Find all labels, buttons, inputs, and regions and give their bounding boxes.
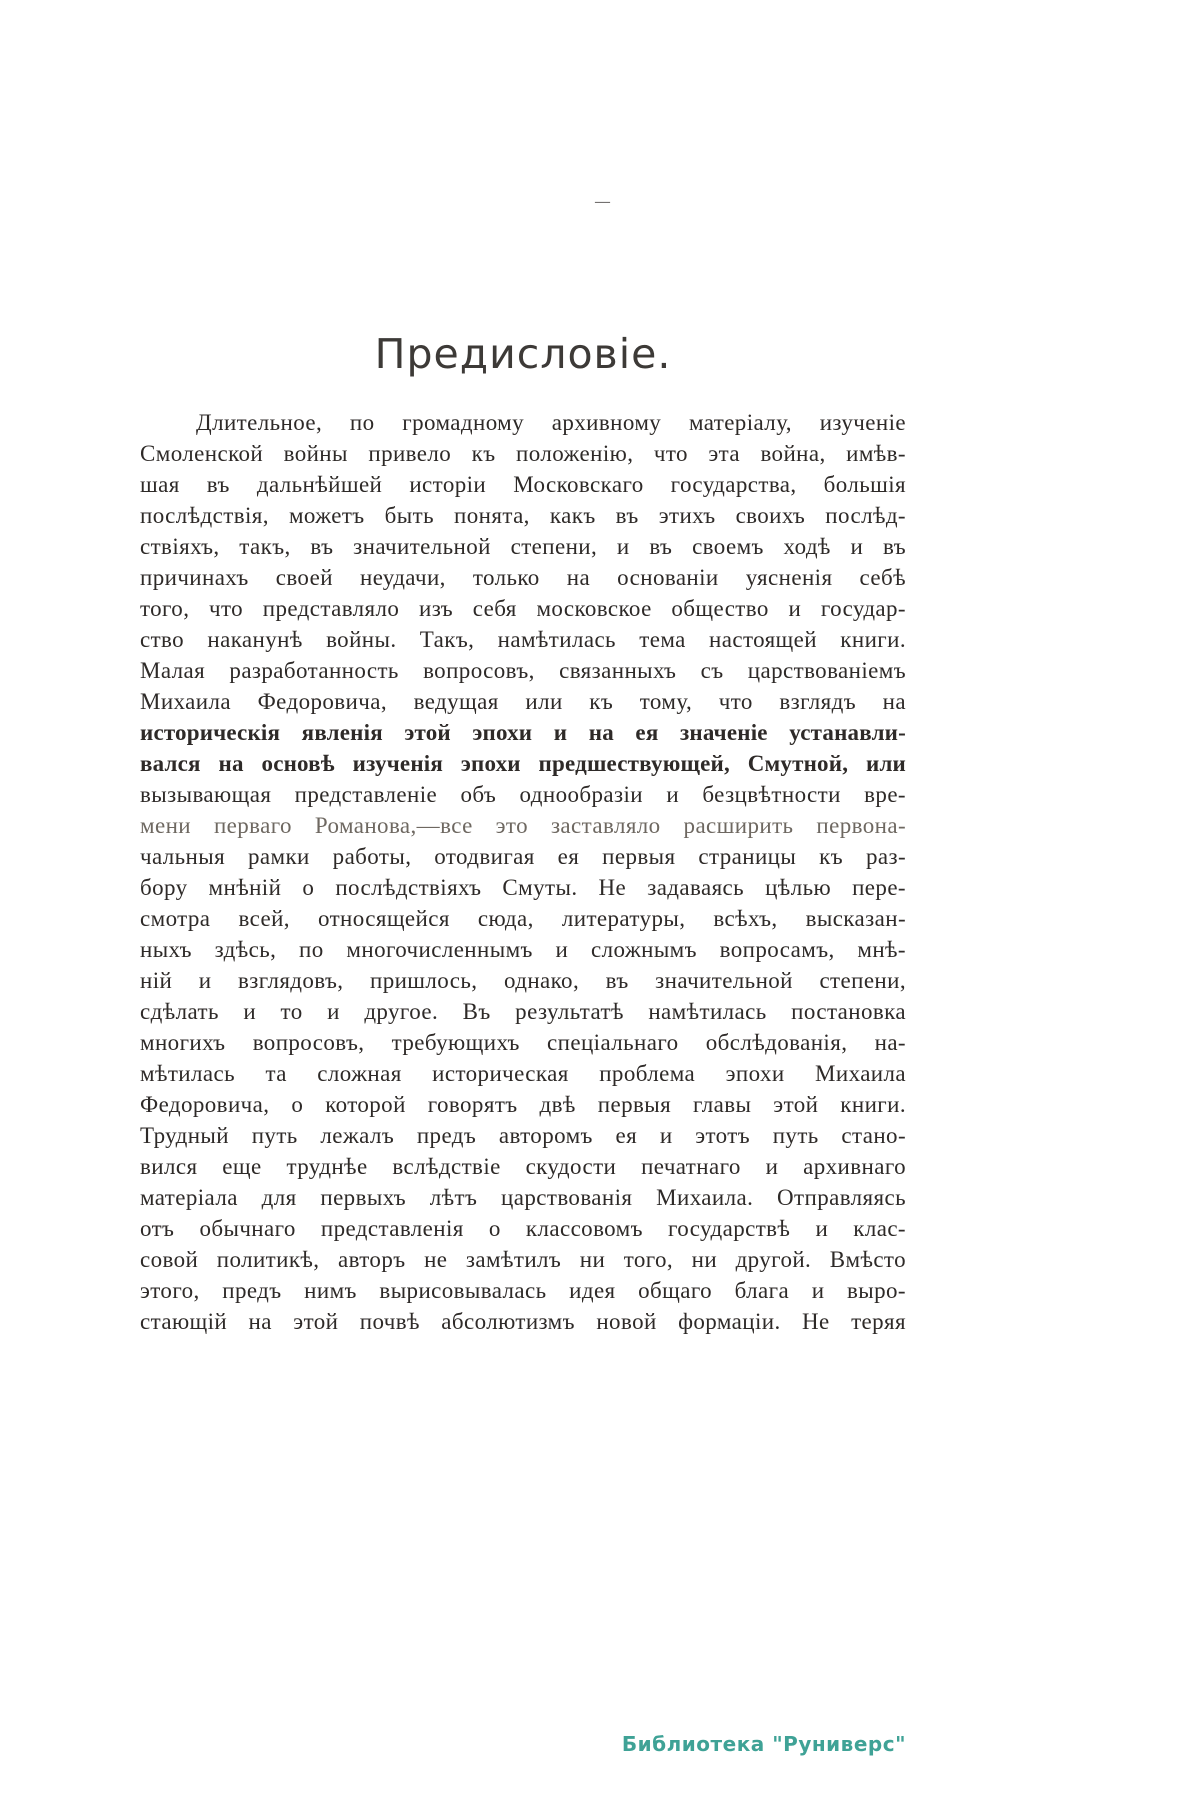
text-line: Смоленской войны привело къ положенію, что эта война, имѣв- — [140, 441, 906, 466]
body-text — [140, 407, 906, 1337]
text-line: ствіяхъ, такъ, въ значительной степени, и въ своемъ ходѣ и въ — [140, 534, 906, 559]
text-line: мени перваго Романова,—все это заставляло расширить первона- — [140, 813, 906, 838]
text-line: бору мнѣній о послѣдствіяхъ Смуты. Не задаваясь цѣлью пере- — [140, 875, 906, 900]
text-line: смотра всей, относящейся сюда, литературы, всѣхъ, высказан- — [140, 906, 906, 931]
text-line: многихъ вопросовъ, требующихъ спеціальнаго обслѣдованія, на- — [140, 1030, 906, 1055]
text-line: совой политикѣ, авторъ не замѣтилъ ни того, ни другой. Вмѣсто — [140, 1247, 906, 1272]
library-watermark: Библиотека "Руниверс" — [621, 1732, 906, 1756]
text-line: шая въ дальнѣйшей исторіи Московскаго государства, большія — [140, 472, 906, 497]
text-line: этого, предъ нимъ вырисовывалась идея общаго блага и выро- — [140, 1278, 906, 1303]
text-line: Федоровича, о которой говорятъ двѣ первыя главы этой книги. — [140, 1092, 906, 1117]
text-line: матеріала для первыхъ лѣтъ царствованія Михаила. Отправляясь — [140, 1185, 906, 1210]
text-line: вызывающая представленіе объ однообразіи и безцвѣтности вре- — [140, 782, 906, 807]
text-line: Длительное, по громадному архивному матеріалу, изученіе — [196, 410, 906, 435]
text-line: чальныя рамки работы, отодвигая ея первыя страницы къ раз- — [140, 844, 906, 869]
text-line: ныхъ здѣсь, по многочисленнымъ и сложнымъ вопросамъ, мнѣ- — [140, 937, 906, 962]
page-ornament: — — [595, 194, 611, 210]
text-line: мѣтилась та сложная историческая проблема эпохи Михаила — [140, 1061, 906, 1086]
text-line: отъ обычнаго представленія о классовомъ государствѣ и клас- — [140, 1216, 906, 1241]
chapter-title: Предисловіе. — [374, 330, 672, 378]
text-line: сдѣлать и то и другое. Въ результатѣ намѣтилась постановка — [140, 999, 906, 1024]
text-line: вался на основѣ изученія эпохи предшествующей, Смутной, или — [140, 751, 906, 776]
text-line: причинахъ своей неудачи, только на основаніи уясненія себѣ — [140, 565, 906, 590]
text-line: Михаила Федоровича, ведущая или къ тому, что взглядъ на — [140, 689, 906, 714]
text-line: послѣдствія, можетъ быть понята, какъ въ этихъ своихъ послѣд- — [140, 503, 906, 528]
text-line: ство наканунѣ войны. Такъ, намѣтилась тема настоящей книги. — [140, 627, 906, 652]
text-line: историческія явленія этой эпохи и на ея значеніе устанавли- — [140, 720, 906, 745]
text-line: Малая разработанность вопросовъ, связанныхъ съ царствованіемъ — [140, 658, 906, 683]
text-line: того, что представляло изъ себя московское общество и государ- — [140, 596, 906, 621]
text-line: стающій на этой почвѣ абсолютизмъ новой формаціи. Не теряя — [140, 1309, 906, 1334]
text-line: Трудный путь лежалъ предъ авторомъ ея и этотъ путь стано- — [140, 1123, 906, 1148]
text-line: вился еще труднѣе вслѣдствіе скудости печатнаго и архивнаго — [140, 1154, 906, 1179]
text-line: ній и взглядовъ, пришлось, однако, въ значительной степени, — [140, 968, 906, 993]
